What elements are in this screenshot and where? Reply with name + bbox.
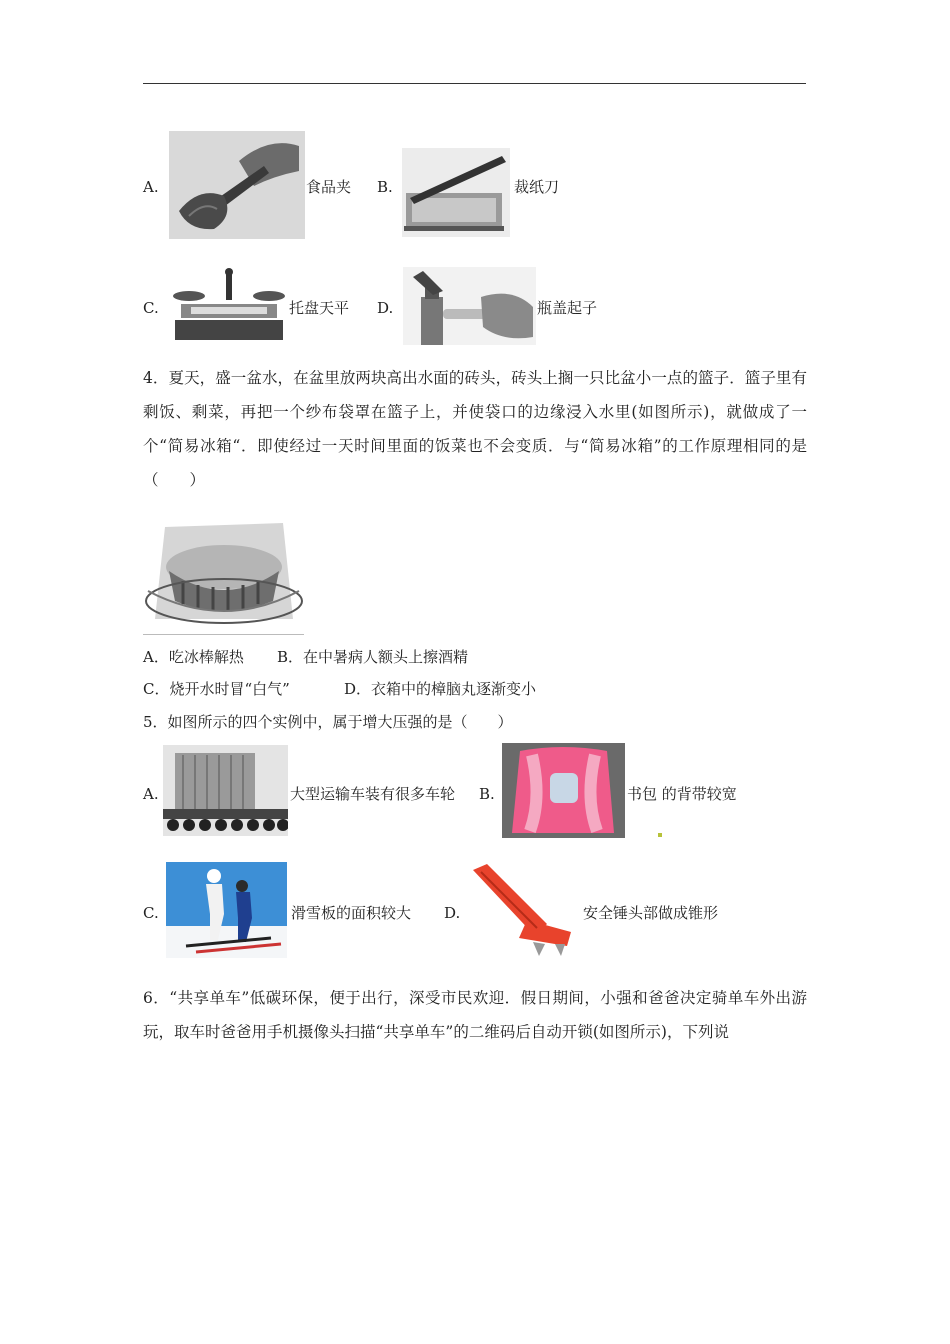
q3-option-a-letter: A. [143,178,159,196]
q4-option-d: D．衣箱中的樟脑丸逐渐变小 [344,680,537,698]
q5-option-c-label: 滑雪板的面积较大 [291,904,412,922]
question-5-stem: 5．如图所示的四个实例中，属于增大压强的是（ ） [143,713,513,731]
heavy-truck-image [163,745,288,836]
q3-option-b-label: 裁纸刀 [514,178,560,196]
skiers-image [166,862,287,958]
q3-option-b-letter: B. [377,178,393,196]
q5-option-d-label: 安全锤头部做成锥形 [583,904,719,922]
q5-option-c-letter: C. [143,904,159,922]
question-4-stem: 4．夏天，盛一盆水，在盆里放两块高出水面的砖头，砖头上搁一只比盆小一点的篮子．篮子里有剩饭、剩菜，再把一个纱布袋罩在篮子上，并使袋口的边缘浸入水里(如图所示)，就做成了一个“简易冰箱“．即使经过一天时间里面的饭菜也不会变质．与“简易冰箱”的工作原理相同的是（ ） [143,369,807,489]
header-rule [143,83,806,84]
tray-balance-image [171,268,286,344]
q3-option-d-letter: D. [377,299,394,317]
simple-icebox-image [143,509,304,635]
q5-option-b-label: 书包 的背带较宽 [627,785,737,803]
q3-option-d-label: 瓶盖起子 [537,299,598,317]
school-backpack-image [502,743,625,838]
q5-option-b-letter: B. [479,785,495,803]
q4-option-c: C．烧开水时冒“白气” [143,680,290,698]
q3-option-c-label: 托盘天平 [289,299,350,317]
safety-hammer-image [467,862,583,958]
q4-option-a: A．吃冰棒解热 [143,648,244,666]
q5-option-a-letter: A. [143,785,159,803]
bottle-opener-image [403,267,536,345]
q3-option-c-letter: C. [143,299,159,317]
question-6-stem: 6．“共享单车”低碳环保，便于出行，深受市民欢迎．假日期间，小强和爸爸决定骑单车外出游玩，取车时爸爸用手机摄像头扫描“共享单车”的二维码后自动开锁(如图所示)，下列说 [143,989,807,1041]
q5-option-a-label: 大型运输车装有很多车轮 [290,785,456,803]
q3-option-a-label: 食品夹 [306,178,352,196]
stray-dot [658,833,662,837]
paper-cutter-image [402,148,510,237]
q5-option-d-letter: D. [444,904,461,922]
q4-option-b: B．在中暑病人额头上擦酒精 [277,648,469,666]
food-tongs-image [169,131,305,239]
